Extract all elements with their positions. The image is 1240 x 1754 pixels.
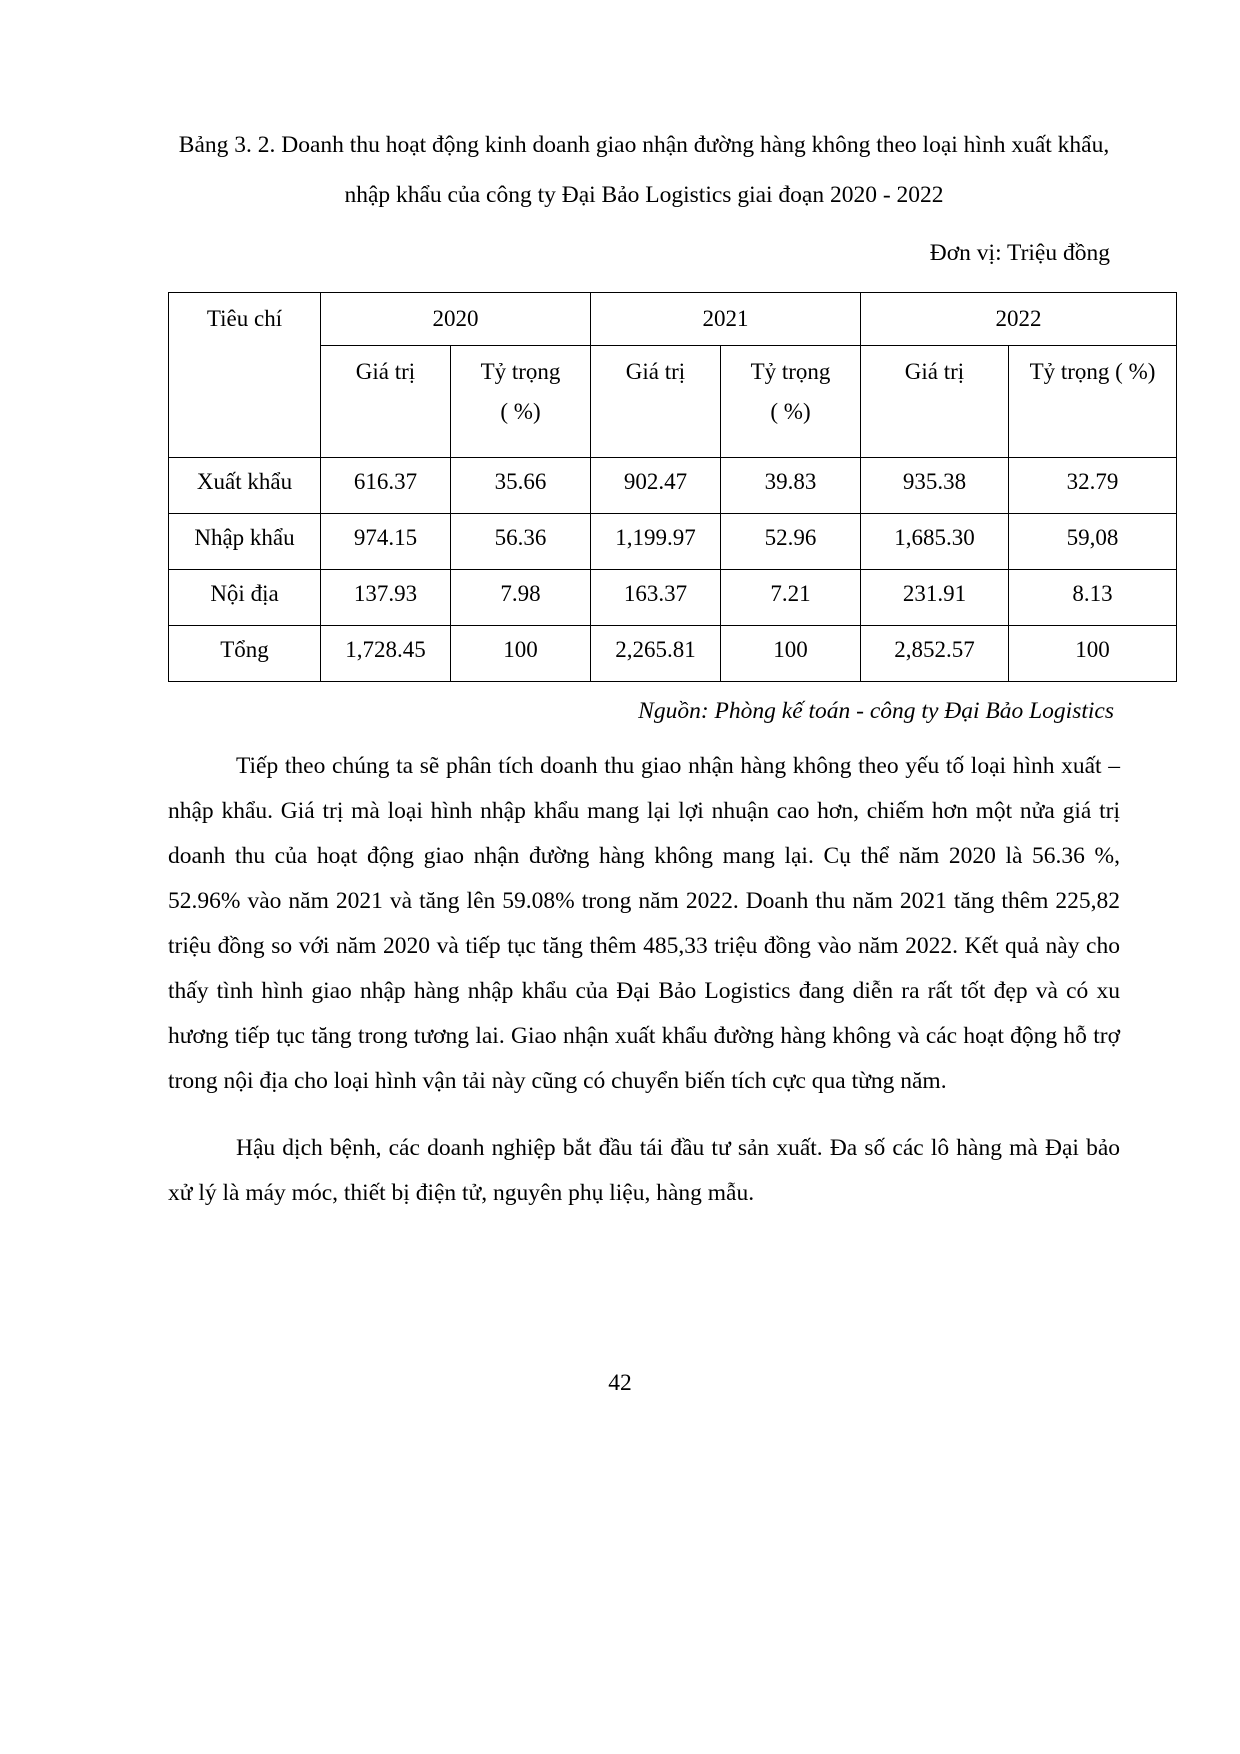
cell-export-value-2022: 935.38 xyxy=(861,458,1009,514)
table-header-row-years xyxy=(169,293,1177,346)
cell-import-value-2022: 1,685.30 xyxy=(861,514,1009,570)
table-caption: Bảng 3. 2. Doanh thu hoạt động kinh doanh giao nhận đường hàng không theo loại hình xuất khẩu, nhập khẩu của công ty Đại Bảo Logistics giai đoạn 2020 - 2022 xyxy=(178,132,1110,208)
header-share-2020-label: Tỷ trọng xyxy=(480,359,561,384)
body-paragraph-2: Hậu dịch bệnh, các doanh nghiệp bắt đầu tái đầu tư sản xuất. Đa số các lô hàng mà Đại bảo xử lý là máy móc, thiết bị điện tử, nguyên phụ liệu, hàng mẫu. xyxy=(168,1135,1120,1206)
header-year-2021: 2021 xyxy=(591,293,861,346)
cell-import-share-2020: 56.36 xyxy=(451,514,591,570)
cell-domestic-share-2022: 8.13 xyxy=(1009,570,1177,626)
header-year-2022: 2022 xyxy=(861,293,1177,346)
table-header-row-subheads xyxy=(169,346,1177,458)
page-number: 42 xyxy=(608,1370,632,1396)
cell-import-value-2021: 1,199.97 xyxy=(591,514,721,570)
row-label-import: Nhập khẩu xyxy=(169,514,321,570)
row-label-domestic: Nội địa xyxy=(169,570,321,626)
cell-import-share-2022: 59,08 xyxy=(1009,514,1177,570)
header-year-2020: 2020 xyxy=(321,293,591,346)
table-body xyxy=(169,458,1177,682)
cell-total-value-2020: 1,728.45 xyxy=(321,626,451,682)
cell-total-share-2021: 100 xyxy=(721,626,861,682)
body-paragraph-1: Tiếp theo chúng ta sẽ phân tích doanh thu giao nhận hàng không theo yếu tố loại hình xuất – nhập khẩu. Giá trị mà loại hình nhập khẩu mang lại lợi nhuận cao hơn, chiếm hơn một nửa giá trị doanh thu của hoạt động giao nhận đường hàng không mang lại. Cụ thể năm 2020 là 56.36 %, 52.96% vào năm 2021 và tăng lên 59.08% trong năm 2022. Doanh thu năm 2021 tăng thêm 225,82 triệu đồng so với năm 2020 và tiếp tục tăng thêm 485,33 triệu đồng vào năm 2022. Kết quả này cho thấy tình hình giao nhập hàng nhập khẩu của Đại Bảo Logistics đang diễn ra rất tốt đẹp và có xu hương tiếp tục tăng trong tương lai. Giao nhận xuất khẩu đường hàng không và các hoạt động hỗ trợ trong nội địa cho loại hình vận tải này cũng có chuyển biến tích cực qua từng năm. xyxy=(168,753,1120,1094)
cell-domestic-value-2020: 137.93 xyxy=(321,570,451,626)
cell-export-share-2020: 35.66 xyxy=(451,458,591,514)
cell-domestic-value-2022: 231.91 xyxy=(861,570,1009,626)
cell-import-share-2021: 52.96 xyxy=(721,514,861,570)
header-share-2020 xyxy=(451,346,591,458)
cell-domestic-share-2020: 7.98 xyxy=(451,570,591,626)
source-note: Nguồn: Phòng kế toán - công ty Đại Bảo Logistics xyxy=(638,698,1114,724)
table-row xyxy=(169,626,1177,682)
row-label-export: Xuất khẩu xyxy=(169,458,321,514)
cell-import-value-2020: 974.15 xyxy=(321,514,451,570)
cell-total-share-2020: 100 xyxy=(451,626,591,682)
header-criteria: Tiêu chí xyxy=(169,293,321,458)
cell-export-value-2021: 902.47 xyxy=(591,458,721,514)
cell-export-value-2020: 616.37 xyxy=(321,458,451,514)
header-share-2021-label: Tỷ trọng xyxy=(750,359,831,384)
table-head xyxy=(169,293,1177,458)
page-content xyxy=(168,120,1156,1226)
cell-export-share-2022: 32.79 xyxy=(1009,458,1177,514)
table-row xyxy=(169,458,1177,514)
header-share-2021 xyxy=(721,346,861,458)
cell-domestic-value-2021: 163.37 xyxy=(591,570,721,626)
revenue-table xyxy=(168,292,1177,682)
header-value-2022: Giá trị xyxy=(861,346,1009,458)
cell-total-value-2021: 2,265.81 xyxy=(591,626,721,682)
header-value-2021: Giá trị xyxy=(591,346,721,458)
unit-note: Đơn vị: Triệu đồng xyxy=(929,240,1110,266)
cell-total-share-2022: 100 xyxy=(1009,626,1177,682)
header-value-2020: Giá trị xyxy=(321,346,451,458)
header-share-2020-unit: ( %) xyxy=(500,399,541,424)
cell-domestic-share-2021: 7.21 xyxy=(721,570,861,626)
row-label-total: Tổng xyxy=(169,626,321,682)
cell-total-value-2022: 2,852.57 xyxy=(861,626,1009,682)
header-share-2021-unit: ( %) xyxy=(770,399,811,424)
table-row xyxy=(169,570,1177,626)
header-share-2022: Tỷ trọng ( %) xyxy=(1009,346,1177,458)
table-row xyxy=(169,514,1177,570)
cell-export-share-2021: 39.83 xyxy=(721,458,861,514)
